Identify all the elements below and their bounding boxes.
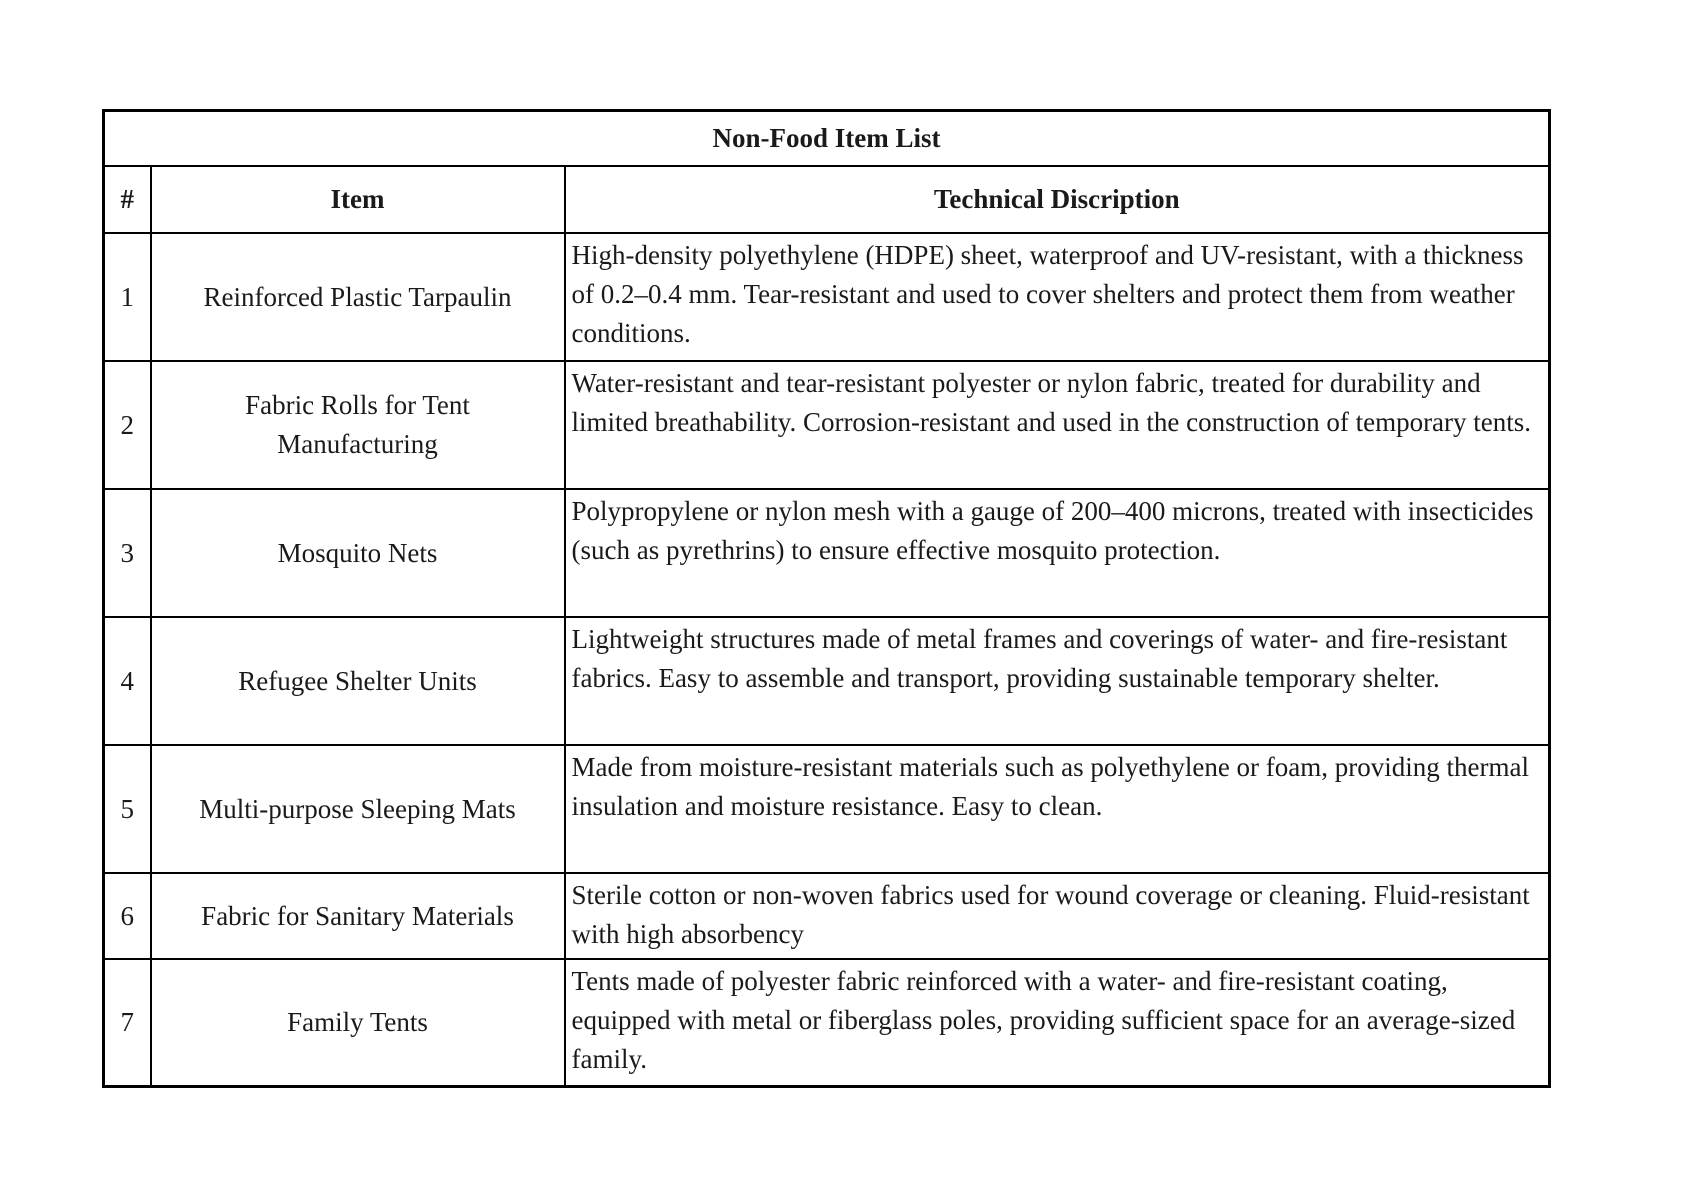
- column-header-number: #: [104, 166, 151, 233]
- table-title: Non-Food Item List: [104, 111, 1550, 167]
- row-description: Made from moisture-resistant materials such as polyethylene or foam, providing thermal insulation and moisture resistance. Easy to clean.: [565, 745, 1550, 873]
- column-header-item: Item: [151, 166, 565, 233]
- row-number: 1: [104, 233, 151, 361]
- row-item: Refugee Shelter Units: [151, 617, 565, 745]
- table-row: [104, 745, 1550, 873]
- row-description: Tents made of polyester fabric reinforced with a water- and fire-resistant coating, equipped with metal or fiberglass poles, providing sufficient space for an average-sized family.: [565, 959, 1550, 1087]
- row-number: 3: [104, 489, 151, 617]
- row-item: Reinforced Plastic Tarpaulin: [151, 233, 565, 361]
- row-description: Polypropylene or nylon mesh with a gauge of 200–400 microns, treated with insecticides (such as pyrethrins) to ensure effective mosquito protection.: [565, 489, 1550, 617]
- row-description: Sterile cotton or non-woven fabrics used for wound coverage or cleaning. Fluid-resistant with high absorbency: [565, 873, 1550, 959]
- table-row: [104, 617, 1550, 745]
- table-title-row: [104, 111, 1550, 167]
- table-header-row: [104, 166, 1550, 233]
- row-item: Family Tents: [151, 959, 565, 1087]
- table-row: [104, 233, 1550, 361]
- column-header-description: Technical Discription: [565, 166, 1550, 233]
- document-page: [102, 109, 1548, 1088]
- row-item: Fabric Rolls for Tent Manufacturing: [151, 361, 565, 489]
- row-number: 6: [104, 873, 151, 959]
- row-description: Water-resistant and tear-resistant polyester or nylon fabric, treated for durability and limited breathability. Corrosion-resistant and used in the construction of temporary tents.: [565, 361, 1550, 489]
- row-number: 4: [104, 617, 151, 745]
- table-row: [104, 959, 1550, 1087]
- table-row: [104, 361, 1550, 489]
- non-food-item-table: [102, 109, 1551, 1088]
- row-item: Multi-purpose Sleeping Mats: [151, 745, 565, 873]
- row-description: High-density polyethylene (HDPE) sheet, waterproof and UV-resistant, with a thickness of 0.2–0.4 mm. Tear-resistant and used to cover shelters and protect them from weather conditions.: [565, 233, 1550, 361]
- row-number: 2: [104, 361, 151, 489]
- row-item: Mosquito Nets: [151, 489, 565, 617]
- row-number: 7: [104, 959, 151, 1087]
- row-description: Lightweight structures made of metal frames and coverings of water- and fire-resistant fabrics. Easy to assemble and transport, providing sustainable temporary shelter.: [565, 617, 1550, 745]
- table-row: [104, 873, 1550, 959]
- row-number: 5: [104, 745, 151, 873]
- row-item: Fabric for Sanitary Materials: [151, 873, 565, 959]
- table-row: [104, 489, 1550, 617]
